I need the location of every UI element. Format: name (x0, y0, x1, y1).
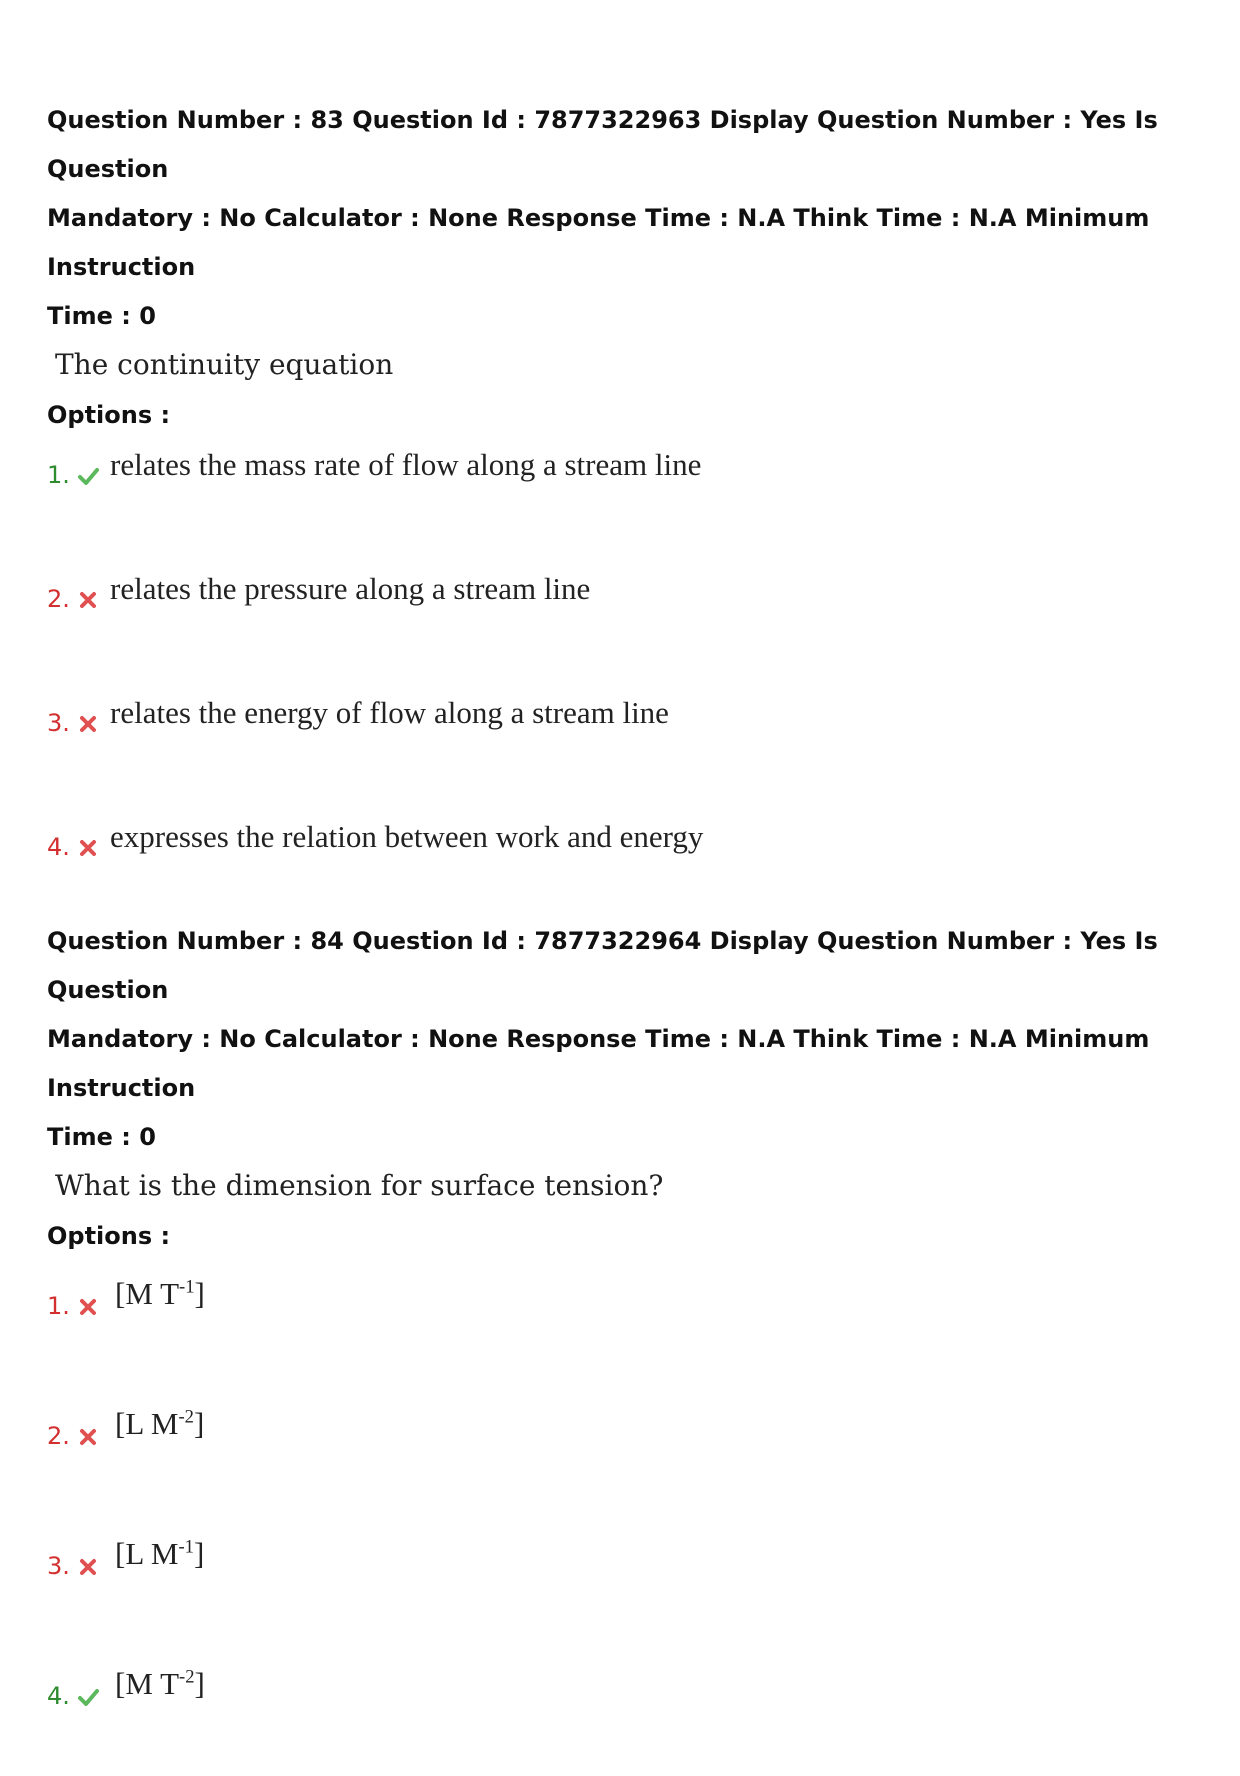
option-number: 2. (47, 1422, 70, 1450)
option-base: [L M (115, 1536, 179, 1571)
option-text: relates the pressure along a stream line (110, 571, 591, 606)
question-meta-line: Time : 0 (47, 1123, 156, 1151)
options-list (47, 1256, 1207, 1776)
option-number: 1. (47, 461, 70, 489)
option-base: [L M (115, 1406, 179, 1441)
option-number: 3. (47, 709, 70, 737)
option-1 (47, 435, 1207, 559)
option-number: 3. (47, 1552, 70, 1580)
option-number: 4. (47, 1682, 70, 1710)
options-label: Options : (47, 401, 171, 429)
cross-icon (77, 589, 99, 611)
option-text: relates the energy of flow along a stream line (110, 695, 669, 730)
question-meta (47, 96, 1207, 341)
option-2 (47, 559, 1207, 683)
check-icon (77, 465, 99, 487)
option-3 (47, 1516, 1207, 1646)
cross-icon (77, 713, 99, 735)
question-meta-line: Mandatory : No Calculator : None Response Time : N.A Think Time : N.A Minimum Instruction (47, 204, 1150, 281)
check-icon (77, 1686, 99, 1708)
option-bracket: ] (193, 1536, 205, 1571)
option-text (115, 1406, 204, 1442)
question-text: What is the dimension for surface tension? (55, 1169, 664, 1202)
option-base: [M T (115, 1276, 180, 1311)
option-1 (47, 1256, 1207, 1386)
question-text: The continuity equation (55, 348, 394, 381)
option-bracket: ] (193, 1406, 205, 1441)
option-text: expresses the relation between work and energy (110, 819, 704, 854)
option-number: 2. (47, 585, 70, 613)
question-block (47, 96, 1207, 931)
option-bracket: ] (194, 1666, 205, 1701)
option-text (115, 1666, 205, 1702)
option-bracket: ] (194, 1276, 205, 1311)
question-meta (47, 917, 1207, 1162)
option-3 (47, 683, 1207, 807)
option-2 (47, 1386, 1207, 1516)
option-exponent: -1 (178, 1536, 194, 1558)
cross-icon (77, 837, 99, 859)
options-list (47, 435, 1207, 931)
option-base: [M T (115, 1666, 180, 1701)
question-meta-line: Question Number : 83 Question Id : 7877322963 Display Question Number : Yes Is Question (47, 106, 1158, 183)
question-meta-line: Question Number : 84 Question Id : 7877322964 Display Question Number : Yes Is Question (47, 927, 1158, 1004)
option-number: 1. (47, 1292, 70, 1320)
option-number: 4. (47, 833, 70, 861)
cross-icon (77, 1556, 99, 1578)
question-block (47, 917, 1207, 1776)
option-text (115, 1276, 205, 1312)
option-text (115, 1536, 204, 1572)
option-exponent: -2 (179, 1666, 195, 1688)
option-exponent: -1 (179, 1276, 195, 1298)
option-text: relates the mass rate of flow along a stream line (110, 447, 702, 482)
question-meta-line: Time : 0 (47, 302, 156, 330)
option-4 (47, 807, 1207, 931)
options-label: Options : (47, 1222, 171, 1250)
cross-icon (77, 1296, 99, 1318)
option-4 (47, 1646, 1207, 1776)
option-exponent: -2 (178, 1406, 194, 1428)
cross-icon (77, 1426, 99, 1448)
question-meta-line: Mandatory : No Calculator : None Response Time : N.A Think Time : N.A Minimum Instruction (47, 1025, 1150, 1102)
